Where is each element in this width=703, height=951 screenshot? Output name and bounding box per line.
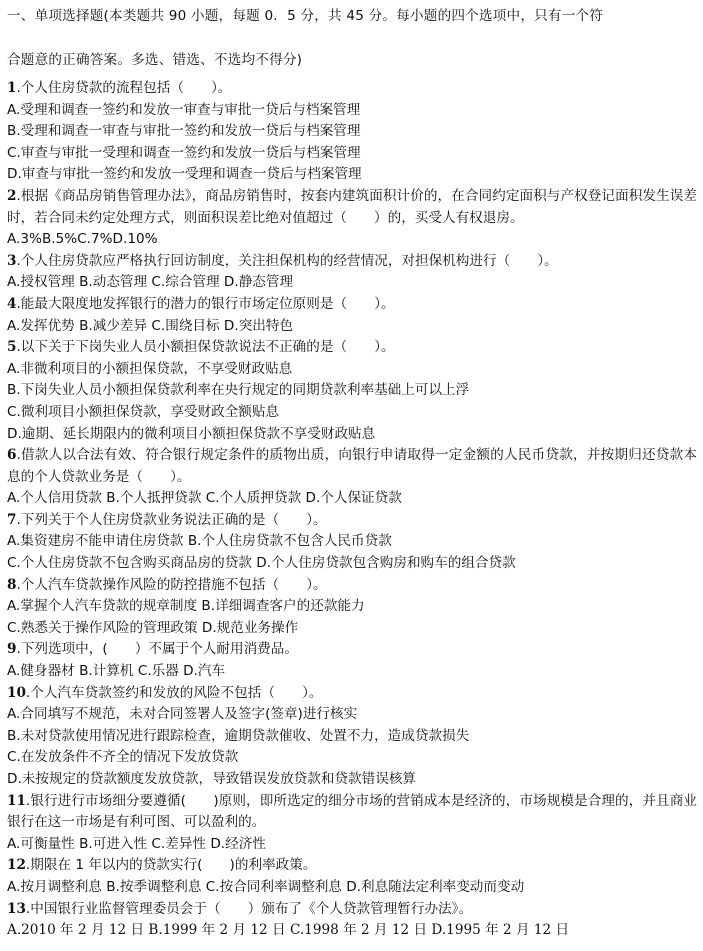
- line-text: A.健身器材 B.计算机 C.乐器 D.汽车: [7, 663, 226, 680]
- section-header-line1: 一、单项选择题(本类题共 90 小题，每题 0．5 分，共 45 分。每小题的四个选项中，只有一个符: [7, 8, 604, 24]
- question-number: 12: [7, 857, 26, 874]
- line-text: A.可衡量性 B.可进入性 C.差异性 D.经济性: [7, 835, 266, 852]
- answer-options: [7, 143, 697, 165]
- line-text: D.逾期、延长期限内的微利项目小额担保贷款不享受财政贴息: [7, 425, 376, 442]
- answer-options: [7, 424, 697, 446]
- line-text: D.未按规定的贷款额度发放贷款，导致错误发放贷款和贷款错误核算: [7, 771, 417, 787]
- line-text: .下列关于个人住房贷款业务说法正确的是（ ）。: [16, 511, 327, 528]
- section-header-line2: 合题意的正确答案。多选、错选、不选均不得分): [7, 52, 303, 68]
- line-text: .根据《商品房销售管理办法》，商品房销售时，按套内建筑面积计价的，在合同约定面积与产权登记面积发生误差时，若合同未约定处理方式，则面积误差比绝对值超过（ ）的，买受人有权退房。: [7, 187, 697, 226]
- line-text: .以下关于下岗失业人员小额担保贷款说法不正确的是（ ）。: [16, 339, 395, 356]
- line-text: A.授权管理 B.动态管理 C.综合管理 D.静态管理: [7, 274, 294, 291]
- question-number: 10: [7, 684, 26, 701]
- question-stem-9: [7, 639, 697, 661]
- line-text: C.个人住房贷款不包含购买商品房的贷款 D.个人住房贷款包含购房和购车的组合贷款: [7, 555, 516, 572]
- answer-options: [7, 272, 697, 294]
- answer-options: [7, 164, 697, 186]
- answer-options: [7, 596, 697, 618]
- question-number: 13: [7, 900, 26, 917]
- answer-options: [7, 121, 697, 143]
- question-number: 6: [7, 447, 17, 464]
- answer-options: [7, 100, 697, 122]
- line-text: .期限在 1 年以内的贷款实行( )的利率政策。: [25, 857, 317, 874]
- answer-options: [7, 618, 697, 640]
- question-number: 11: [7, 792, 26, 809]
- line-text: A.3%B.5%C.7%D.10%: [7, 231, 158, 248]
- line-text: .个人汽车贷款操作风险的防控措施不包括（ ）。: [16, 576, 327, 593]
- line-text: .下列选项中，( ）不属于个人耐用消费品。: [16, 641, 298, 658]
- question-stem-6: [7, 445, 697, 488]
- question-number: 4: [7, 295, 17, 312]
- line-text: B.受理和调查一审查与审批一签约和发放一贷后与档案管理: [7, 123, 361, 140]
- line-text: .中国银行业监督管理委员会于（ ）颁布了《个人贷款管理暂行办法》。: [25, 900, 473, 917]
- exam-document: [7, 6, 697, 942]
- answer-options: [7, 380, 697, 402]
- question-stem-10: [7, 683, 697, 705]
- answer-options: [7, 726, 697, 748]
- question-stem-7: [7, 510, 697, 532]
- line-text: D.审查与审批一签约和发放一受理和调查一贷后与档案管理: [7, 166, 362, 183]
- answer-options: [7, 877, 697, 899]
- answer-options: [7, 920, 697, 942]
- line-text: C.审查与审批一受理和调查一签约和发放一贷后与档案管理: [7, 144, 361, 161]
- line-text: C.在发放条件不齐全的情况下发放贷款: [7, 749, 239, 766]
- line-text: .个人汽车贷款签约和发放的风险不包括（ ）。: [25, 684, 323, 701]
- answer-options: [7, 553, 697, 575]
- answer-options: [7, 747, 697, 769]
- question-list: [7, 78, 697, 942]
- answer-options: [7, 359, 697, 381]
- question-number: 9: [7, 641, 17, 658]
- question-stem-13: [7, 899, 697, 921]
- line-text: .个人住房贷款的流程包括（ ）。: [16, 80, 232, 96]
- question-stem-1: [7, 78, 697, 100]
- line-text: A.发挥优势 B.减少差异 C.围绕目标 D.突出特色: [7, 317, 294, 334]
- line-text: C.熟悉关于操作风险的管理政策 D.规范业务操作: [7, 619, 299, 636]
- line-text: A.掌握个人汽车贷款的规章制度 B.详细调查客户的还款能力: [7, 598, 365, 615]
- answer-options: [7, 661, 697, 683]
- answer-options: [7, 316, 697, 338]
- line-text: A.2010 年 2 月 12 日 B.1999 年 2 月 12 日 C.1998 年 2 月 12 日 D.1995 年 2 月 12 日: [7, 922, 570, 939]
- question-stem-12: [7, 855, 697, 877]
- line-text: A.个人信用贷款 B.个人抵押贷款 C.个人质押贷款 D.个人保证贷款: [7, 490, 402, 507]
- answer-options: [7, 531, 697, 553]
- answer-options: [7, 402, 697, 424]
- answer-options: [7, 229, 697, 251]
- question-number: 3: [7, 252, 17, 269]
- question-stem-3: [7, 251, 697, 273]
- question-number: 5: [7, 339, 17, 356]
- question-number: 7: [7, 511, 17, 528]
- question-number: 2: [7, 187, 17, 204]
- answer-options: [7, 834, 697, 856]
- line-text: .借款人以合法有效、符合银行规定条件的质物出质，向银行申请取得一定金额的人民币贷款，并按期归还贷款本息的个人贷款业务是（ ）。: [7, 447, 697, 485]
- line-text: A.集资建房不能申请住房贷款 B.个人住房贷款不包含人民币贷款: [7, 533, 392, 550]
- question-stem-8: [7, 575, 697, 597]
- question-stem-5: [7, 337, 697, 359]
- line-text: A.非微利项目的小额担保贷款，不享受财政贴息: [7, 360, 293, 377]
- line-text: A.受理和调查一签约和发放一审查与审批一贷后与档案管理: [7, 101, 361, 118]
- line-text: .能最大限度地发挥银行的潜力的银行市场定位原则是（ ）。: [16, 295, 395, 312]
- question-number: 1: [7, 80, 17, 96]
- line-text: B.未对贷款使用情况进行跟踪检查，逾期贷款催收、处置不力，造成贷款损失: [7, 727, 470, 744]
- question-stem-4: [7, 294, 697, 316]
- question-stem-2: [7, 186, 697, 229]
- line-text: .个人住房贷款应严格执行回访制度，关注担保机构的经营情况，对担保机构进行（ ）。: [16, 252, 558, 269]
- line-text: A.按月调整利息 B.按季调整利息 C.按合同利率调整利息 D.利息随法定利率变动而变动: [7, 878, 525, 895]
- answer-options: [7, 769, 697, 791]
- line-text: C.微利项目小额担保贷款，享受财政全额贴息: [7, 403, 280, 420]
- line-text: .银行进行市场细分要遵循( )原则，即所选定的细分市场的营销成本是经济的，市场规模是合理的，并且商业银行在这一市场是有利可图、可以盈利的。: [7, 792, 697, 831]
- answer-options: [7, 488, 697, 510]
- question-number: 8: [7, 576, 17, 593]
- line-text: B.下岗失业人员小额担保贷款利率在央行规定的同期贷款利率基础上可以上浮: [7, 382, 470, 399]
- answer-options: [7, 704, 697, 726]
- line-text: A.合同填写不规范，未对合同签署人及签字(签章)进行核实: [7, 706, 358, 723]
- question-stem-11: [7, 791, 697, 834]
